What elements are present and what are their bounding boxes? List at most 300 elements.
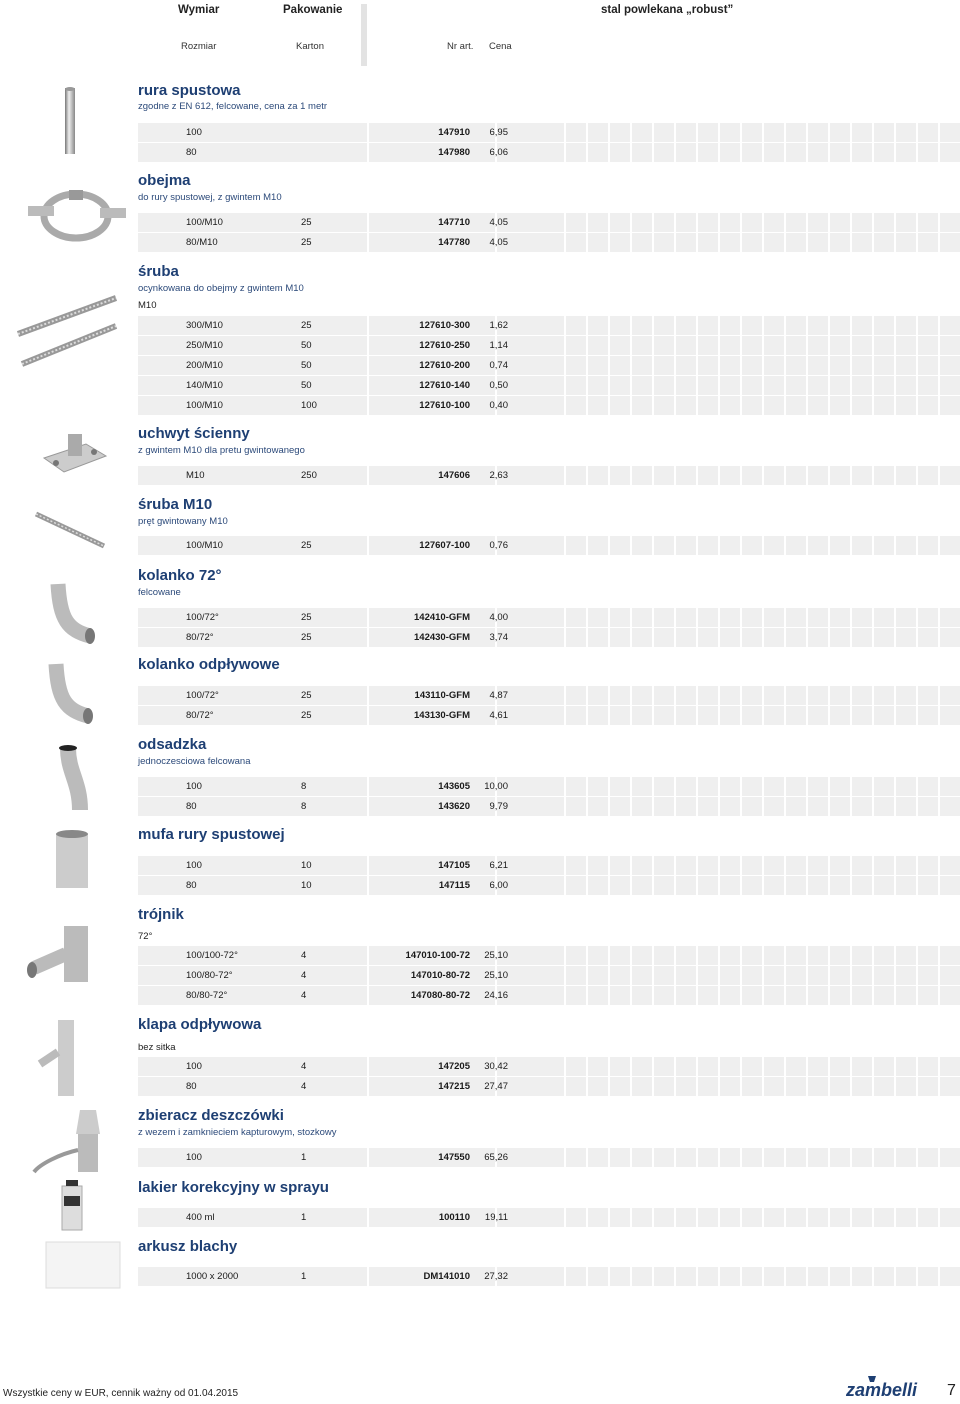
row-grid-cell [676, 706, 696, 725]
row-grid-cell [588, 628, 608, 647]
row-grid-cell [786, 376, 806, 395]
row-grid-cell [852, 143, 872, 162]
row-grid-cell [566, 466, 586, 485]
row-grid-cell [610, 797, 630, 816]
section-title: kolanko odpływowe [138, 656, 280, 673]
row-background [138, 1267, 367, 1286]
row-grid-cell [742, 536, 762, 555]
row-grid-cell [632, 536, 652, 555]
row-article-number: 143110-GFM [414, 690, 470, 701]
row-pack: 25 [301, 540, 312, 551]
row-grid-cell [896, 797, 916, 816]
row-grid-cell [566, 316, 586, 335]
row-article-number: 127607-100 [419, 540, 470, 551]
row-size: M10 [186, 470, 205, 481]
row-grid-cell [632, 628, 652, 647]
threaded-rod-image [32, 510, 108, 550]
row-grid-cell [566, 628, 586, 647]
section-subtitle: jednoczesciowa felcowana [138, 756, 251, 767]
row-grid-cell [676, 946, 696, 965]
row-grid-cell [654, 608, 674, 627]
row-grid-cell [632, 856, 652, 875]
row-grid-cell [720, 608, 740, 627]
row-grid-cell [786, 686, 806, 705]
row-price: 4,00 [489, 612, 508, 623]
row-grid-cell [566, 946, 586, 965]
row-article-number: DM141010 [423, 1271, 470, 1282]
row-grid-cell [896, 336, 916, 355]
row-grid-cell [566, 233, 586, 252]
row-background [138, 213, 367, 232]
row-pack: 4 [301, 1081, 307, 1092]
svg-text:zambelli: zambelli [846, 1380, 918, 1400]
row-grid-cell [566, 777, 586, 796]
row-grid-cell [698, 233, 718, 252]
row-grid-cell [786, 233, 806, 252]
row-grid-cell [918, 856, 938, 875]
row-grid-cell [676, 856, 696, 875]
row-article-number: 127610-140 [419, 380, 470, 391]
row-grid-cell [786, 797, 806, 816]
row-grid-cell [742, 466, 762, 485]
row-grid-cell [720, 316, 740, 335]
row-grid-cell [654, 396, 674, 415]
row-pack: 1 [301, 1212, 307, 1223]
row-price: 6,00 [489, 880, 508, 891]
row-grid-cell [610, 536, 630, 555]
row-grid-cell [654, 536, 674, 555]
row-grid-cell [830, 876, 850, 895]
row-background [138, 966, 367, 985]
row-grid-cell [808, 946, 828, 965]
row-grid-cell [588, 1148, 608, 1167]
row-grid-cell [654, 777, 674, 796]
row-grid-cell [896, 876, 916, 895]
row-grid-cell [874, 966, 894, 985]
row-grid-cell [852, 876, 872, 895]
row-grid-cell [874, 213, 894, 232]
row-grid-cell [940, 536, 960, 555]
row-grid-cell [808, 466, 828, 485]
row-article-number: 147010-100-72 [405, 950, 470, 961]
row-grid-cell [654, 1057, 674, 1076]
row-grid-cell [632, 376, 652, 395]
row-article-number: 147980 [438, 147, 470, 158]
downpipe-image [62, 85, 78, 157]
footer-note: Wszystkie ceny w EUR, cennik ważny od 01.04.2015 [3, 1388, 239, 1399]
row-grid-cell [632, 143, 652, 162]
row-grid-cell [676, 1057, 696, 1076]
row-grid-cell [610, 1208, 630, 1227]
row-grid-cell [610, 706, 630, 725]
row-grid-cell [742, 946, 762, 965]
row-grid-cell [764, 1077, 784, 1096]
row-grid-cell [698, 536, 718, 555]
row-grid-cell [698, 1077, 718, 1096]
row-grid-cell [698, 123, 718, 142]
section-subtitle: z gwintem M10 dla pretu gwintowanego [138, 445, 305, 456]
subheader-pack: Karton [296, 41, 324, 52]
table-row [138, 608, 960, 627]
row-grid-cell [830, 777, 850, 796]
row-article-number: 127610-200 [419, 360, 470, 371]
row-grid-cell [566, 123, 586, 142]
row-pack: 25 [301, 632, 312, 643]
section-title: uchwyt ścienny [138, 425, 250, 442]
row-grid-cell [632, 706, 652, 725]
row-grid-cell [588, 123, 608, 142]
row-grid-cell [874, 233, 894, 252]
row-grid-cell [896, 396, 916, 415]
row-grid-cell [588, 536, 608, 555]
row-price: 24,16 [484, 990, 508, 1001]
row-grid-cell [830, 1267, 850, 1286]
row-grid-cell [852, 376, 872, 395]
row-grid-cell [720, 143, 740, 162]
row-background [138, 336, 367, 355]
row-grid-cell [940, 797, 960, 816]
row-grid-cell [808, 856, 828, 875]
row-grid-cell [940, 1267, 960, 1286]
row-grid-cell [676, 336, 696, 355]
row-article-number: 127610-300 [419, 320, 470, 331]
row-pack: 4 [301, 990, 307, 1001]
row-grid-cell [566, 966, 586, 985]
row-grid-cell [852, 706, 872, 725]
row-grid-cell [786, 1077, 806, 1096]
row-grid-cell [764, 1057, 784, 1076]
row-grid-cell [632, 1057, 652, 1076]
row-grid-cell [764, 856, 784, 875]
row-grid-cell [830, 1148, 850, 1167]
row-grid-cell [720, 986, 740, 1005]
row-pack: 10 [301, 860, 312, 871]
row-grid-cell [830, 1208, 850, 1227]
row-grid-cell [830, 1077, 850, 1096]
row-grid-cell [852, 396, 872, 415]
row-grid-cell [610, 876, 630, 895]
row-price: 6,95 [489, 127, 508, 138]
row-grid-cell [918, 1148, 938, 1167]
row-grid-cell [742, 143, 762, 162]
row-size: 100/80-72° [186, 970, 233, 981]
row-size: 100 [186, 127, 202, 138]
row-grid-cell [896, 628, 916, 647]
table-row [138, 686, 960, 705]
row-grid-cell [588, 686, 608, 705]
row-grid-cell [588, 706, 608, 725]
row-grid-cell [742, 706, 762, 725]
row-size: 100 [186, 781, 202, 792]
row-grid-cell [918, 466, 938, 485]
row-grid-cell [918, 608, 938, 627]
row-grid-cell [588, 213, 608, 232]
row-grid-cell [698, 706, 718, 725]
row-grid-cell [896, 608, 916, 627]
row-grid-cell [720, 628, 740, 647]
row-price: 6,21 [489, 860, 508, 871]
row-grid-cell [852, 946, 872, 965]
row-background [138, 123, 367, 142]
section-title: rura spustowa [138, 82, 241, 99]
row-pack: 8 [301, 801, 307, 812]
row-pack: 1 [301, 1271, 307, 1282]
row-grid-cell [918, 876, 938, 895]
row-grid-cell [874, 777, 894, 796]
row-grid-cell [830, 536, 850, 555]
row-grid-cell [940, 1077, 960, 1096]
row-article-number: 147215 [438, 1081, 470, 1092]
row-grid-cell [632, 123, 652, 142]
row-grid-cell [720, 1057, 740, 1076]
row-grid-cell [918, 536, 938, 555]
row-grid-cell [830, 1057, 850, 1076]
row-grid-cell [588, 966, 608, 985]
row-pack: 25 [301, 710, 312, 721]
table-row [138, 856, 960, 875]
row-article-number: 143130-GFM [414, 710, 470, 721]
row-grid-cell [654, 376, 674, 395]
row-grid-cell [808, 686, 828, 705]
row-background [138, 986, 367, 1005]
row-grid-cell [764, 396, 784, 415]
row-grid-cell [940, 1057, 960, 1076]
row-grid-cell [632, 986, 652, 1005]
row-background [138, 777, 367, 796]
row-grid-cell [786, 608, 806, 627]
row-grid-cell [852, 213, 872, 232]
row-grid-cell [896, 946, 916, 965]
table-row [138, 797, 960, 816]
row-grid-cell [786, 946, 806, 965]
row-size: 80/72° [186, 710, 214, 721]
row-grid-cell [918, 1208, 938, 1227]
row-price: 65,26 [484, 1152, 508, 1163]
row-grid-cell [830, 706, 850, 725]
section-note: bez sitka [138, 1042, 176, 1053]
row-grid-cell [588, 608, 608, 627]
row-grid-cell [896, 1057, 916, 1076]
table-row [138, 316, 960, 335]
row-grid-cell [918, 1267, 938, 1286]
row-article-number: 147606 [438, 470, 470, 481]
section-note: 72° [138, 931, 153, 942]
row-price: 4,05 [489, 217, 508, 228]
section-title: śruba M10 [138, 496, 213, 513]
table-row [138, 396, 960, 415]
row-grid-cell [940, 376, 960, 395]
row-grid-cell [808, 1267, 828, 1286]
table-row [138, 1208, 960, 1227]
row-background [138, 876, 367, 895]
row-size: 100/M10 [186, 540, 223, 551]
row-grid-cell [896, 1267, 916, 1286]
row-grid-cell [720, 706, 740, 725]
row-grid-cell [654, 233, 674, 252]
row-grid-cell [786, 316, 806, 335]
row-grid-cell [940, 966, 960, 985]
row-grid-cell [874, 396, 894, 415]
row-grid-cell [610, 608, 630, 627]
row-pack: 250 [301, 470, 317, 481]
row-grid-cell [588, 1057, 608, 1076]
row-grid-cell [852, 123, 872, 142]
section-title: śruba [138, 263, 179, 280]
row-grid-cell [940, 213, 960, 232]
table-row [138, 946, 960, 965]
row-grid-cell [654, 1148, 674, 1167]
row-price: 19,11 [484, 1212, 508, 1223]
col-header-pack: Pakowanie [283, 4, 343, 16]
row-grid-cell [720, 123, 740, 142]
row-background [138, 628, 367, 647]
row-grid-cell [896, 686, 916, 705]
row-grid-cell [698, 1148, 718, 1167]
row-size: 80/72° [186, 632, 214, 643]
row-grid-cell [676, 316, 696, 335]
row-grid-cell [918, 1057, 938, 1076]
row-size: 80 [186, 880, 197, 891]
row-grid-cell [852, 686, 872, 705]
row-grid-cell [830, 628, 850, 647]
row-grid-cell [698, 966, 718, 985]
row-grid-cell [786, 536, 806, 555]
row-grid-cell [742, 608, 762, 627]
row-grid-cell [698, 143, 718, 162]
row-grid-cell [830, 213, 850, 232]
row-grid-cell [610, 1057, 630, 1076]
row-grid-cell [896, 706, 916, 725]
row-grid-cell [874, 1267, 894, 1286]
row-grid-cell [764, 876, 784, 895]
row-grid-cell [830, 797, 850, 816]
row-grid-cell [786, 876, 806, 895]
row-price: 0,40 [489, 400, 508, 411]
row-grid-cell [610, 143, 630, 162]
row-grid-cell [610, 1148, 630, 1167]
row-price: 0,74 [489, 360, 508, 371]
row-grid-cell [808, 777, 828, 796]
row-grid-cell [786, 706, 806, 725]
row-price: 6,06 [489, 147, 508, 158]
section-title: arkusz blachy [138, 1238, 238, 1255]
row-pack: 25 [301, 237, 312, 248]
row-grid-cell [610, 376, 630, 395]
row-grid-cell [918, 376, 938, 395]
row-grid-cell [588, 797, 608, 816]
row-grid-cell [610, 946, 630, 965]
row-background [138, 856, 367, 875]
wall-bracket-image [42, 430, 108, 486]
row-grid-cell [676, 777, 696, 796]
row-grid-cell [588, 316, 608, 335]
row-grid-cell [588, 233, 608, 252]
spray-can-image [58, 1178, 86, 1232]
row-grid-cell [654, 986, 674, 1005]
row-size: 300/M10 [186, 320, 223, 331]
row-grid-cell [654, 706, 674, 725]
row-grid-cell [940, 396, 960, 415]
row-grid-cell [654, 143, 674, 162]
row-grid-cell [896, 143, 916, 162]
row-grid-cell [786, 466, 806, 485]
row-grid-cell [742, 396, 762, 415]
row-grid-cell [896, 376, 916, 395]
section-title: mufa rury spustowej [138, 826, 285, 843]
row-grid-cell [918, 336, 938, 355]
row-grid-cell [610, 466, 630, 485]
row-grid-cell [610, 233, 630, 252]
row-grid-cell [720, 777, 740, 796]
row-grid-cell [830, 356, 850, 375]
row-grid-cell [808, 1208, 828, 1227]
row-grid-cell [918, 316, 938, 335]
row-grid-cell [588, 1077, 608, 1096]
row-grid-cell [940, 946, 960, 965]
section-subtitle: zgodne z EN 612, felcowane, cena za 1 metr [138, 101, 328, 112]
table-row [138, 376, 960, 395]
row-grid-cell [588, 356, 608, 375]
row-grid-cell [874, 1057, 894, 1076]
row-grid-cell [720, 797, 740, 816]
row-grid-cell [698, 376, 718, 395]
row-grid-cell [632, 316, 652, 335]
row-grid-cell [918, 777, 938, 796]
row-grid-cell [742, 797, 762, 816]
row-background [138, 706, 367, 725]
row-grid-cell [566, 396, 586, 415]
row-grid-cell [698, 336, 718, 355]
row-grid-cell [676, 1077, 696, 1096]
row-grid-cell [676, 986, 696, 1005]
row-grid-cell [940, 123, 960, 142]
subheader-art: Nr art. [447, 41, 474, 52]
row-grid-cell [632, 336, 652, 355]
row-background [138, 536, 367, 555]
row-size: 200/M10 [186, 360, 223, 371]
row-grid-cell [610, 686, 630, 705]
row-grid-cell [720, 536, 740, 555]
row-price: 2,63 [489, 470, 508, 481]
row-grid-cell [786, 1148, 806, 1167]
row-grid-cell [918, 946, 938, 965]
row-grid-cell [918, 628, 938, 647]
row-grid-cell [676, 376, 696, 395]
row-grid-cell [566, 336, 586, 355]
row-grid-cell [676, 356, 696, 375]
row-grid-cell [852, 1077, 872, 1096]
row-grid-cell [852, 856, 872, 875]
row-grid-cell [742, 376, 762, 395]
row-grid-cell [764, 316, 784, 335]
row-grid-cell [654, 1208, 674, 1227]
row-grid-cell [918, 356, 938, 375]
row-grid-cell [830, 466, 850, 485]
row-grid-cell [742, 1267, 762, 1286]
row-grid-cell [566, 1208, 586, 1227]
row-grid-cell [830, 143, 850, 162]
row-grid-cell [654, 966, 674, 985]
row-grid-cell [874, 628, 894, 647]
table-row [138, 1267, 960, 1286]
table-row [138, 966, 960, 985]
row-background [138, 1208, 367, 1227]
header-divider [361, 4, 367, 66]
row-grid-cell [808, 233, 828, 252]
row-grid-cell [632, 946, 652, 965]
row-grid-cell [610, 213, 630, 232]
row-grid-cell [918, 1077, 938, 1096]
